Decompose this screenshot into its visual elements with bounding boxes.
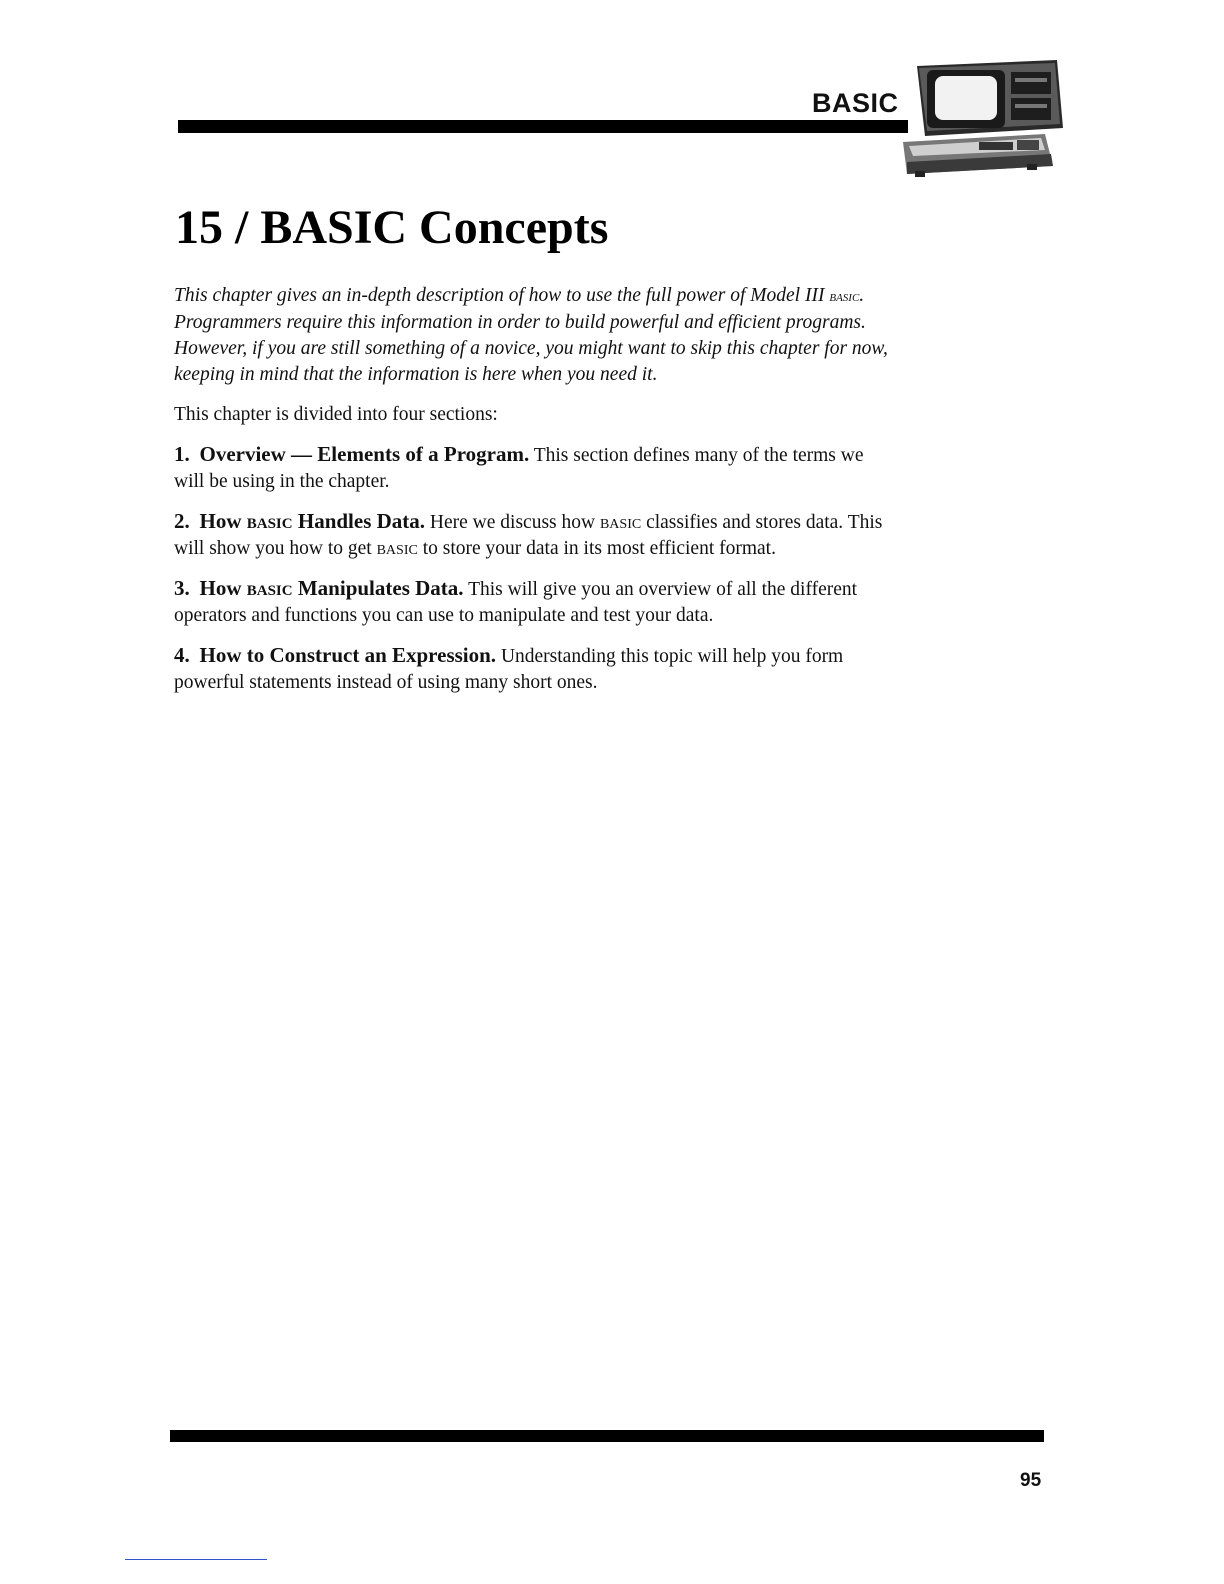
section-text-basic: basic [599, 512, 642, 533]
section-heading: How to Construct an Expression. [199, 643, 497, 667]
section-heading-basic: basic [246, 509, 293, 533]
section-3 [174, 575, 890, 629]
chapter-content [174, 283, 890, 709]
footer-link-line [125, 1559, 267, 1560]
page-number: 95 [1020, 1470, 1042, 1491]
section-text: to store your data in its most efficient format. [417, 538, 776, 559]
section-heading-pre: How [199, 576, 247, 600]
bottom-rule [170, 1430, 1044, 1442]
section-text: Here we discuss how [425, 512, 600, 533]
intro-basic: basic [829, 289, 860, 305]
section-heading-post: Handles Data. [292, 509, 426, 533]
section-text: This section defines many of the terms we will be using in the chapter. [174, 445, 864, 492]
section-number: 4. [174, 643, 190, 667]
section-heading [200, 509, 426, 533]
section-heading-pre: How [199, 509, 247, 533]
section-text: This will give you an overview of all the different operators and functions you can use to manipulate and test your data. [174, 579, 858, 626]
chapter-title: 15 / BASIC Concepts [175, 201, 609, 254]
section-heading-post: Manipulates Data. [292, 576, 464, 600]
top-rule [178, 120, 908, 133]
section-4 [174, 642, 890, 696]
lead-paragraph: This chapter is divided into four sections: [174, 404, 498, 425]
intro-paragraph [174, 283, 890, 388]
section-text-basic: basic [376, 538, 418, 559]
section-heading-basic: basic [246, 576, 293, 600]
section-number: 2. [174, 509, 190, 533]
computer-icon [895, 58, 1065, 180]
intro-text-2: . Programmers require this information in order to build powerful and efficient programs. However, if you are still something of a novice, you might want to skip this chapter for now, keeping in mind that the information is here when you need it. [174, 285, 888, 385]
section-text: classifies and stores data. This will show you how to get [174, 512, 883, 559]
section-number: 1. [174, 442, 190, 466]
header-label: BASIC [812, 88, 899, 118]
intro-text-1: This chapter gives an in-depth description of how to use the full power of Model III [174, 285, 830, 306]
section-heading [200, 576, 464, 600]
section-heading: Overview — Elements of a Program. [199, 442, 530, 466]
section-1 [174, 441, 890, 495]
section-text: Understanding this topic will help you form powerful statements instead of using many short ones. [174, 646, 844, 693]
section-number: 3. [174, 576, 190, 600]
section-2 [174, 508, 890, 562]
